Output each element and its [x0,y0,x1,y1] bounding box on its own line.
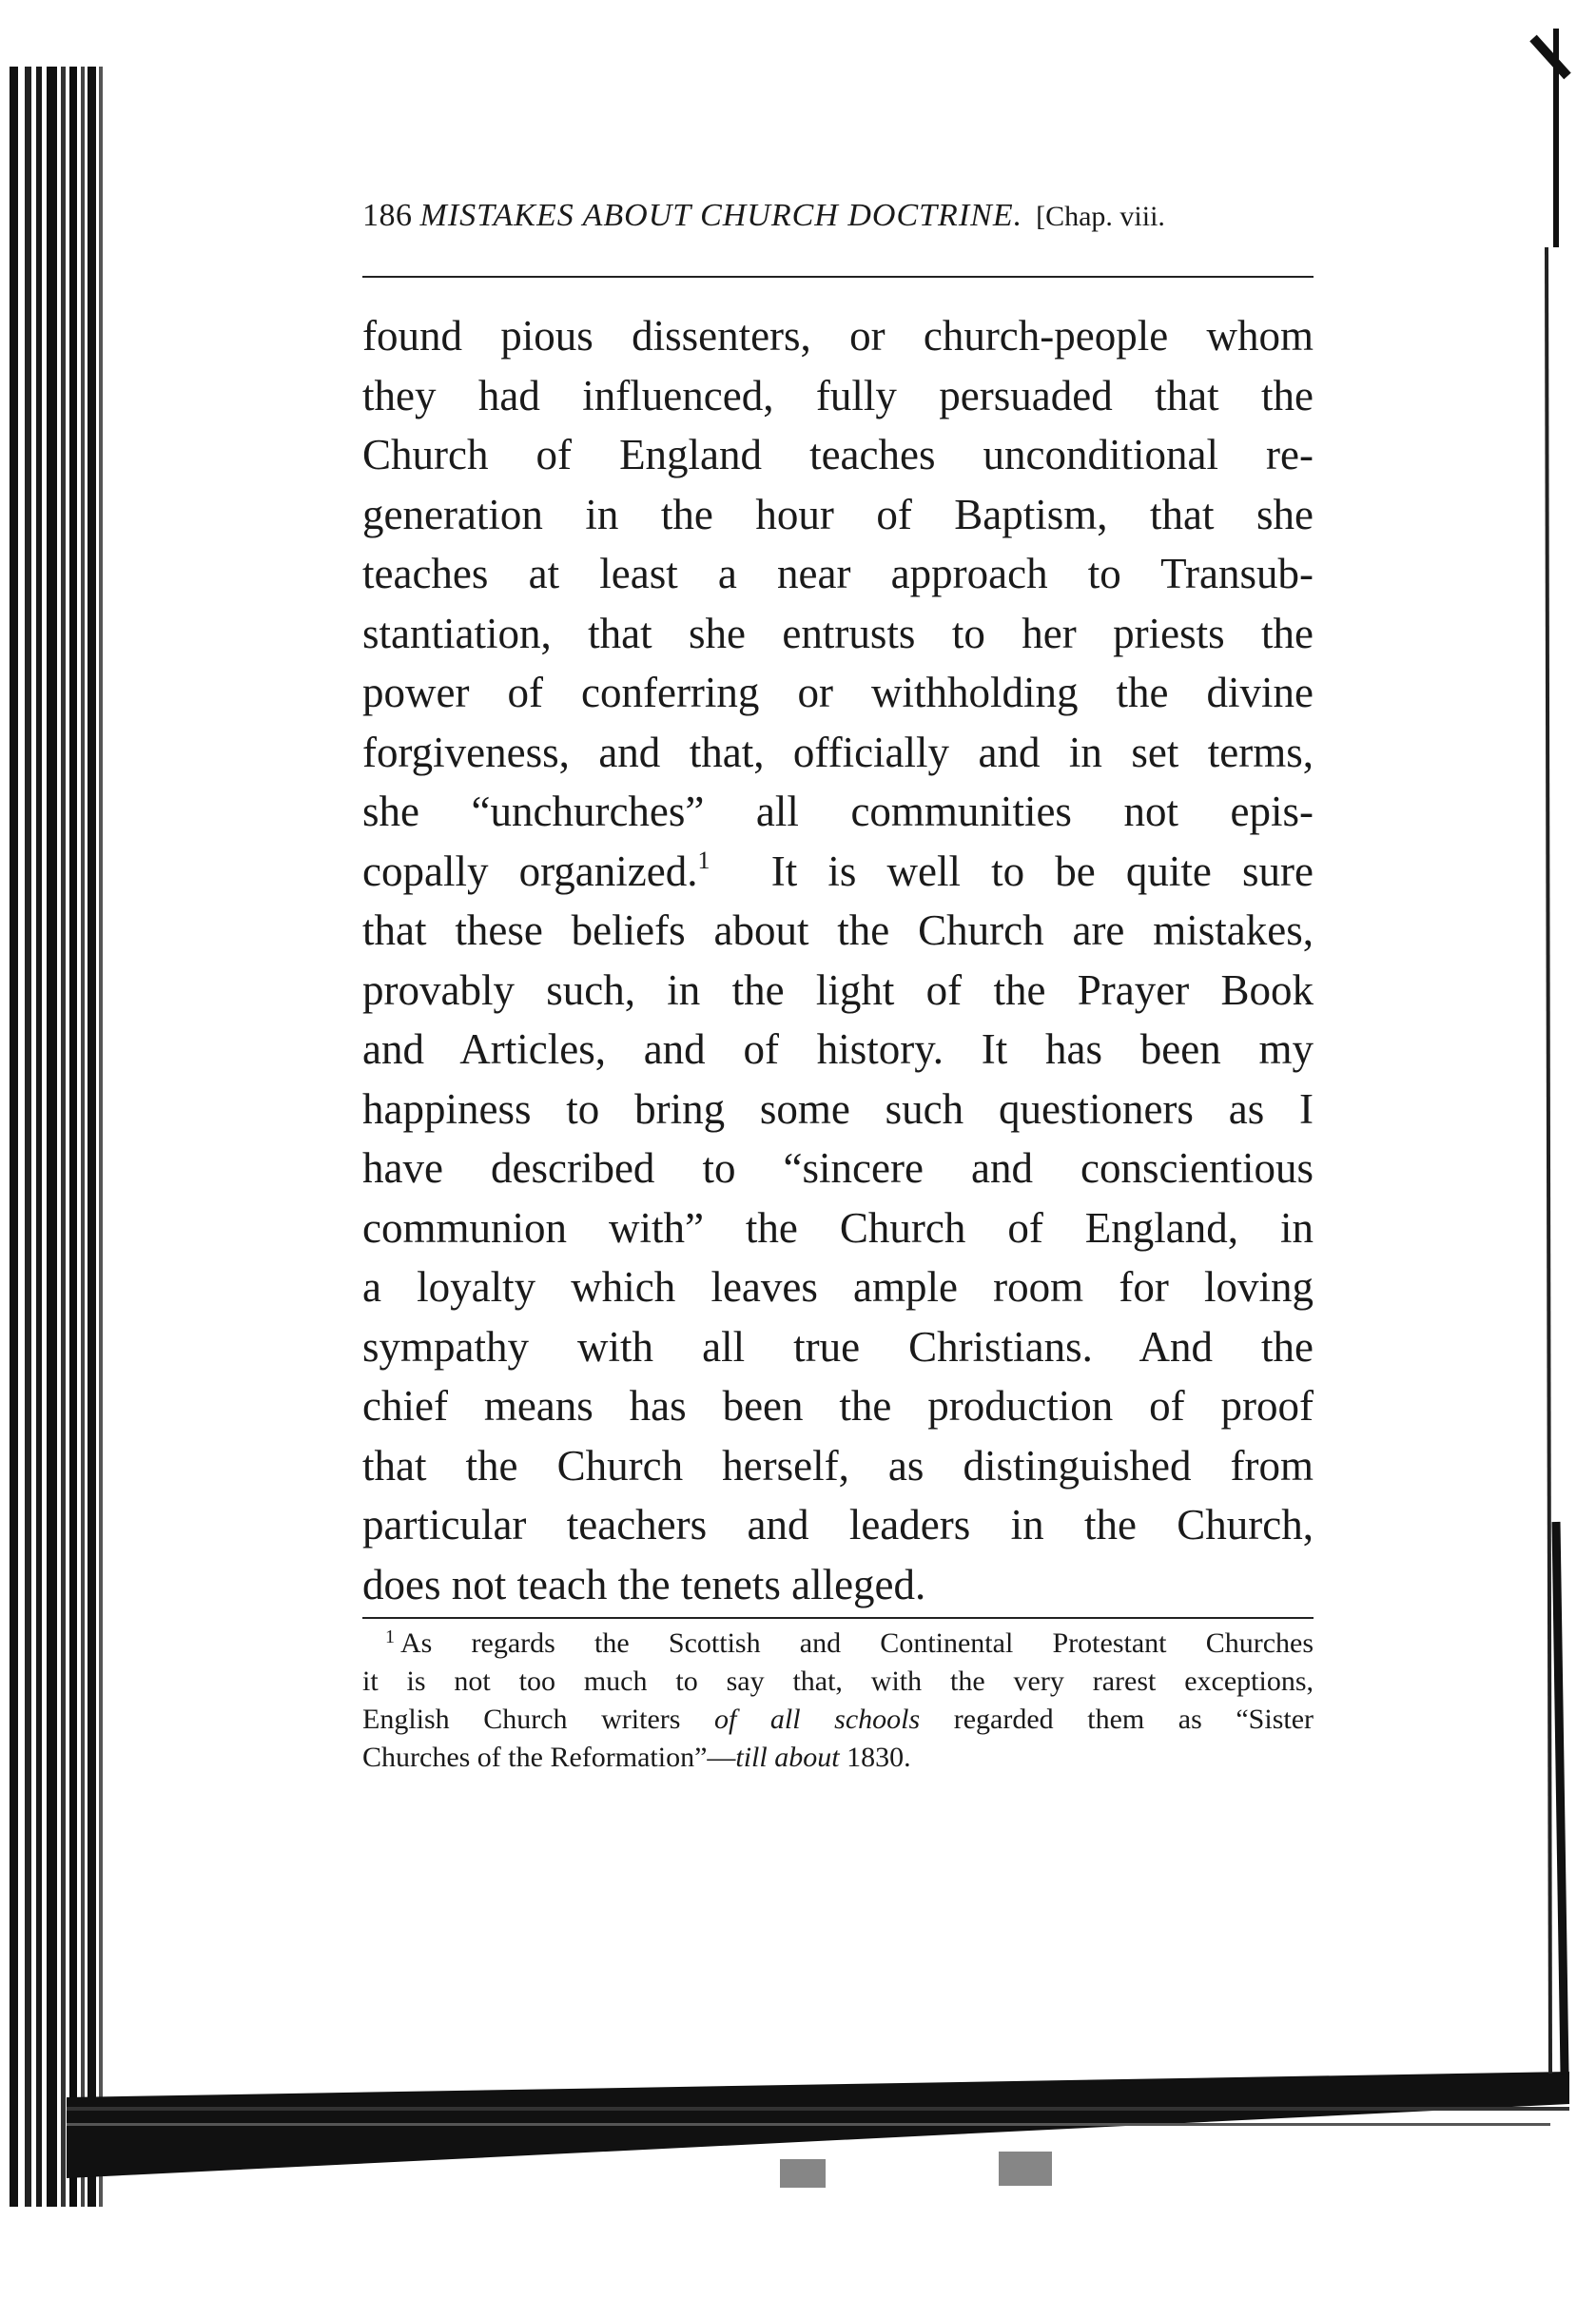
footnote-rule [362,1617,1314,1619]
body-line: she “unchurches” all communities not epis- [362,788,1314,835]
body-line: power of conferring or withholding the divine [362,669,1314,716]
body-line: they had influenced, fully persuaded that the [362,371,1314,419]
body-line: have described to “sincere and conscientious [362,1144,1314,1192]
footnote-italic: of all schools [714,1704,921,1735]
body-line: generation in the hour of Baptism, that she [362,490,1314,538]
body-line: happiness to bring some such questioners as I [362,1084,1314,1133]
body-line: teaches at least a near approach to Transub- [362,550,1314,597]
page-number: 186 [362,198,413,233]
running-title: MISTAKES ABOUT CHURCH DOCTRINE. [419,198,1023,233]
body-line: particular teachers and leaders in the Church, [362,1501,1314,1549]
footnote [362,1625,1314,1777]
footnote-text: Churches of the Reformation”— [362,1742,736,1773]
body-line-continuation: It is well to be quite sure [770,847,1314,895]
footnote-line [362,1701,1314,1739]
body-line-with-footnote-ref [362,842,1314,902]
footnote-text: As regards the Scottish and Continental Protestant Churches [400,1627,1314,1659]
body-line: does not teach the tenets alleged. [362,1560,926,1608]
footnote-reference: 1 [697,846,710,874]
footnote-line [362,1739,1314,1777]
body-line: a loyalty which leaves ample room for loving [362,1263,1314,1311]
body-line-text: copally organized. [362,847,698,895]
body-line: forgiveness, and that, officially and in set terms, [362,728,1314,776]
footnote-text: 1830. [847,1742,911,1773]
body-line: provably such, in the light of the Prayer Book [362,965,1314,1014]
footnote-number: 1 [385,1626,395,1647]
body-line: Church of England teaches unconditional re- [362,431,1314,478]
footnote-text: English Church writers [362,1704,681,1735]
body-line: found pious dissenters, or church-people whom [362,312,1314,360]
body-line: that these beliefs about the Church are mistakes, [362,906,1314,954]
running-header [362,198,1314,255]
footnote-text: regarded them as “Sister [953,1704,1314,1735]
chapter-label: [Chap. viii. [1036,201,1165,232]
body-text [362,306,1314,1614]
header-rule [362,276,1314,278]
footnote-line: it is not too much to say that, with the very rarest exceptions, [362,1665,1314,1697]
body-line: chief means has been the production of proof [362,1382,1314,1430]
body-line: communion with” the Church of England, in [362,1203,1314,1252]
body-line: that the Church herself, as distinguished from [362,1441,1314,1490]
footnote-italic: till about [735,1742,840,1773]
body-line: sympathy with all true Christians. And the [362,1322,1314,1371]
footnote-line [362,1625,1314,1663]
body-line: and Articles, and of history. It has been my [362,1025,1314,1073]
body-line: stantiation, that she entrusts to her priests the [362,609,1314,657]
